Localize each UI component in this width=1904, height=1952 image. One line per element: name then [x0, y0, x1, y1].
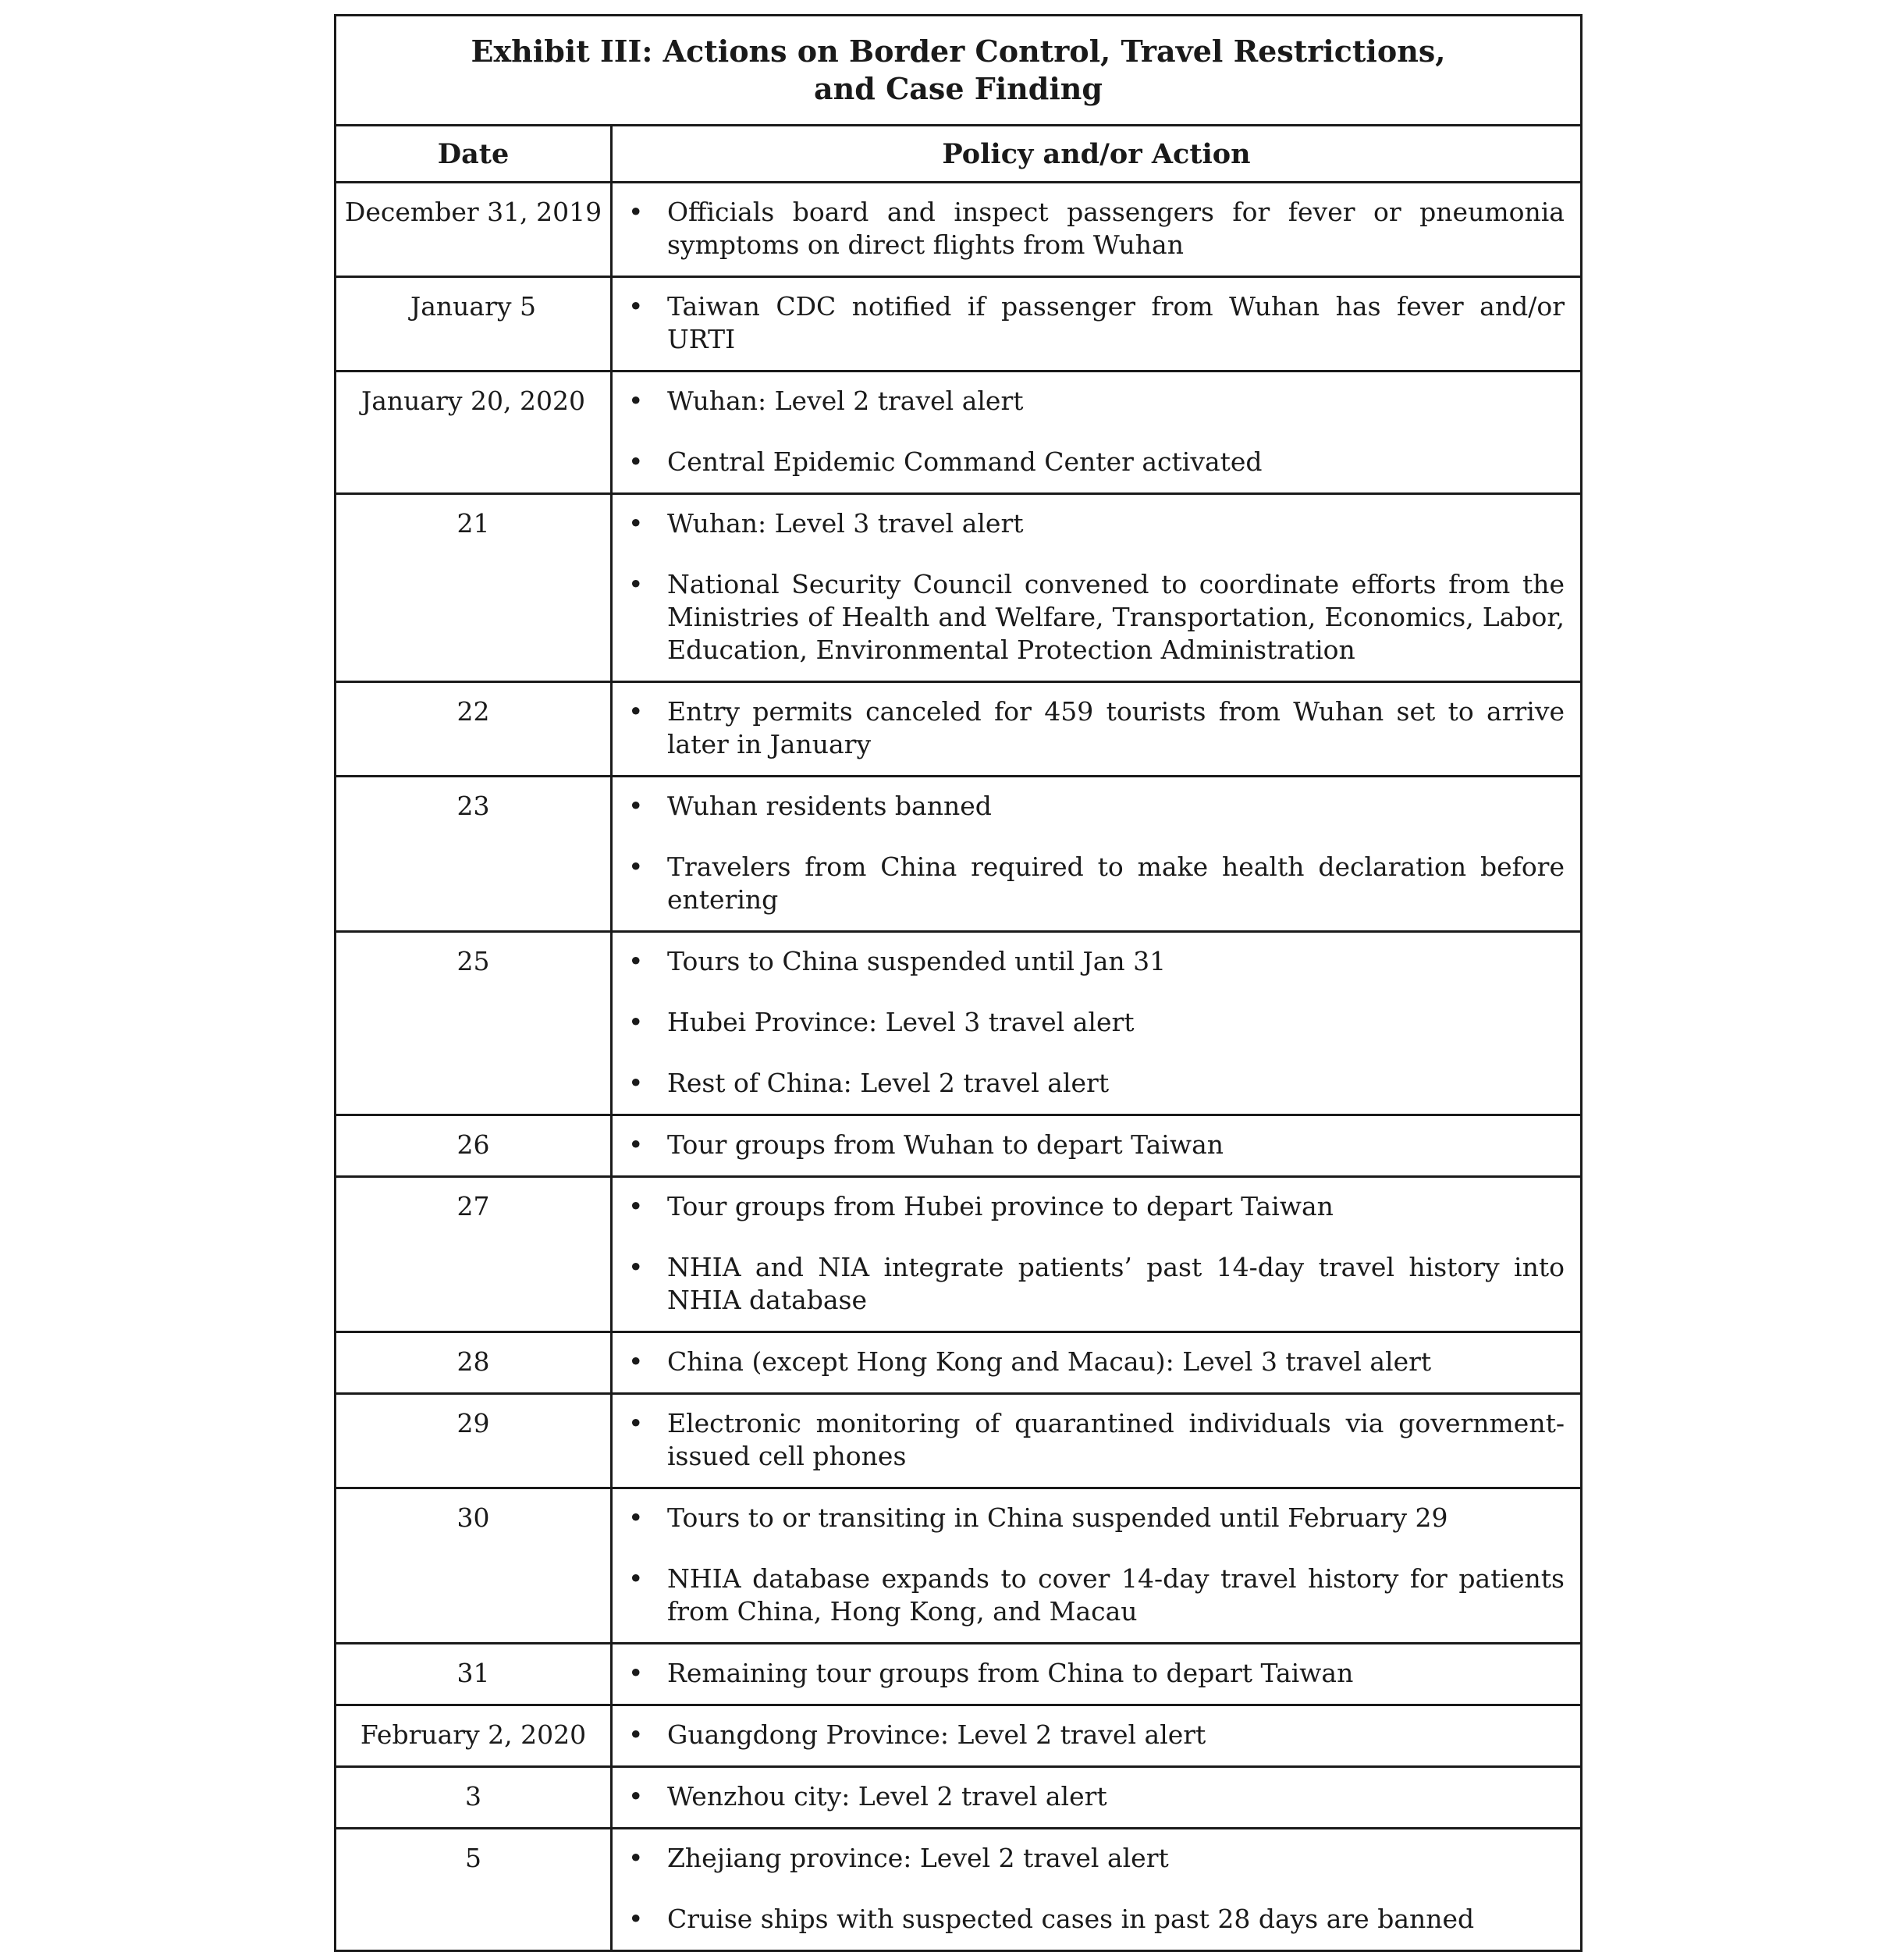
- action-item: [613, 1129, 1565, 1161]
- table-row: [336, 1829, 1582, 1951]
- action-list: [613, 196, 1565, 261]
- action-list: [613, 1719, 1565, 1751]
- action-item: [613, 1346, 1565, 1378]
- action-text: Tour groups from Hubei province to depart Taiwan: [667, 1191, 1334, 1221]
- action-text: Entry permits canceled for 459 tourists from Wuhan set to arrive later in January: [667, 696, 1565, 759]
- exhibit-title-line-1: Exhibit III: Actions on Border Control, Travel Restrictions,: [471, 34, 1446, 69]
- action-item: [613, 290, 1565, 356]
- action-text: Remaining tour groups from China to depart Taiwan: [667, 1658, 1354, 1688]
- date-cell: 25: [336, 932, 612, 1115]
- bullet-icon: •: [628, 1502, 644, 1533]
- action-item: [613, 1190, 1565, 1223]
- action-text: Guangdong Province: Level 2 travel alert: [667, 1719, 1206, 1750]
- bullet-icon: •: [628, 1719, 644, 1750]
- action-text: Wuhan: Level 3 travel alert: [667, 508, 1024, 539]
- bullet-icon: •: [628, 946, 644, 976]
- action-item: [613, 568, 1565, 667]
- action-text: National Security Council convened to coordinate efforts from the Ministries of Health and Welfare, Transportation, Economics, Labor, Education, Environmental Protection Administration: [667, 569, 1565, 665]
- action-item: [613, 790, 1565, 823]
- action-list: [613, 695, 1565, 761]
- exhibit-table: [334, 14, 1583, 1952]
- actions-cell: [612, 1177, 1582, 1332]
- date-cell: 28: [336, 1332, 612, 1394]
- header-row: [336, 126, 1582, 183]
- actions-cell: [612, 1829, 1582, 1951]
- bullet-icon: •: [628, 1408, 644, 1438]
- bullet-icon: •: [628, 1068, 644, 1098]
- actions-cell: [612, 1705, 1582, 1767]
- action-item: [613, 507, 1565, 540]
- date-cell: February 2, 2020: [336, 1705, 612, 1767]
- action-text: Taiwan CDC notified if passenger from Wuhan has fever and/or URTI: [667, 291, 1565, 354]
- actions-cell: [612, 1644, 1582, 1705]
- action-item: [613, 1842, 1565, 1875]
- table-row: [336, 682, 1582, 777]
- bullet-icon: •: [628, 1781, 644, 1812]
- bullet-icon: •: [628, 569, 644, 599]
- action-list: [613, 1407, 1565, 1473]
- table-row: [336, 1488, 1582, 1644]
- bullet-icon: •: [628, 791, 644, 821]
- action-text: Tours to China suspended until Jan 31: [667, 946, 1167, 976]
- table-row: [336, 494, 1582, 682]
- action-list: [613, 290, 1565, 356]
- action-list: [613, 1129, 1565, 1161]
- date-cell: 26: [336, 1115, 612, 1177]
- action-list: [613, 1346, 1565, 1378]
- bullet-icon: •: [628, 446, 644, 477]
- action-item: [613, 1067, 1565, 1100]
- bullet-icon: •: [628, 1904, 644, 1934]
- table-row: [336, 372, 1582, 494]
- action-item: [613, 695, 1565, 761]
- date-cell: 21: [336, 494, 612, 682]
- bullet-icon: •: [628, 508, 644, 539]
- action-text: Hubei Province: Level 3 travel alert: [667, 1007, 1135, 1037]
- action-list: [613, 1190, 1565, 1317]
- table-row: [336, 1644, 1582, 1705]
- date-cell: 22: [336, 682, 612, 777]
- action-text: Zhejiang province: Level 2 travel alert: [667, 1843, 1169, 1873]
- table-row: [336, 777, 1582, 932]
- action-item: [613, 945, 1565, 978]
- action-list: [613, 790, 1565, 916]
- date-cell: January 20, 2020: [336, 372, 612, 494]
- bullet-icon: •: [628, 291, 644, 322]
- title-row: [336, 16, 1582, 126]
- action-item: [613, 1657, 1565, 1690]
- table-row: [336, 183, 1582, 277]
- bullet-icon: •: [628, 1346, 644, 1377]
- actions-cell: [612, 277, 1582, 372]
- actions-cell: [612, 777, 1582, 932]
- table-row: [336, 1705, 1582, 1767]
- table-row: [336, 277, 1582, 372]
- date-cell: 27: [336, 1177, 612, 1332]
- action-list: [613, 1657, 1565, 1690]
- actions-cell: [612, 932, 1582, 1115]
- action-text: NHIA and NIA integrate patients’ past 14-day travel history into NHIA database: [667, 1252, 1565, 1315]
- date-cell: 23: [336, 777, 612, 932]
- exhibit-title-line-2: and Case Finding: [814, 71, 1103, 106]
- action-text: Electronic monitoring of quarantined individuals via government-issued cell phones: [667, 1408, 1565, 1471]
- action-list: [613, 507, 1565, 667]
- date-cell: 29: [336, 1394, 612, 1488]
- action-text: Rest of China: Level 2 travel alert: [667, 1068, 1110, 1098]
- table-row: [336, 1394, 1582, 1488]
- action-text: Officials board and inspect passengers for fever or pneumonia symptoms on direct flights from Wuhan: [667, 197, 1565, 260]
- action-item: [613, 1903, 1565, 1936]
- bullet-icon: •: [628, 1658, 644, 1688]
- table-row: [336, 1767, 1582, 1829]
- action-text: Wuhan residents banned: [667, 791, 992, 821]
- action-item: [613, 851, 1565, 916]
- table-body: [336, 183, 1582, 1951]
- action-text: Wuhan: Level 2 travel alert: [667, 386, 1024, 416]
- bullet-icon: •: [628, 852, 644, 882]
- action-text: Wenzhou city: Level 2 travel alert: [667, 1781, 1107, 1812]
- action-text: Travelers from China required to make health declaration before entering: [667, 852, 1565, 915]
- action-list: [613, 1502, 1565, 1628]
- bullet-icon: •: [628, 386, 644, 416]
- actions-cell: [612, 1767, 1582, 1829]
- action-item: [613, 1780, 1565, 1813]
- bullet-icon: •: [628, 1007, 644, 1037]
- action-list: [613, 945, 1565, 1100]
- action-text: NHIA database expands to cover 14-day travel history for patients from China, Hong Kong, and Macau: [667, 1563, 1565, 1627]
- actions-cell: [612, 1394, 1582, 1488]
- actions-cell: [612, 682, 1582, 777]
- date-cell: 31: [336, 1644, 612, 1705]
- bullet-icon: •: [628, 1129, 644, 1160]
- bullet-icon: •: [628, 696, 644, 727]
- actions-cell: [612, 183, 1582, 277]
- action-item: [613, 1006, 1565, 1039]
- bullet-icon: •: [628, 1843, 644, 1873]
- action-item: [613, 1502, 1565, 1534]
- table-row: [336, 1177, 1582, 1332]
- bullet-icon: •: [628, 197, 644, 227]
- actions-cell: [612, 494, 1582, 682]
- action-text: Cruise ships with suspected cases in past 28 days are banned: [667, 1904, 1475, 1934]
- date-cell: 30: [336, 1488, 612, 1644]
- action-text: China (except Hong Kong and Macau): Level 3 travel alert: [667, 1346, 1432, 1377]
- actions-cell: [612, 1115, 1582, 1177]
- actions-cell: [612, 1488, 1582, 1644]
- bullet-icon: •: [628, 1252, 644, 1282]
- table-row: [336, 932, 1582, 1115]
- action-list: [613, 385, 1565, 478]
- action-list: [613, 1842, 1565, 1936]
- action-item: [613, 1563, 1565, 1628]
- action-item: [613, 1719, 1565, 1751]
- date-cell: January 5: [336, 277, 612, 372]
- action-item: [613, 1251, 1565, 1317]
- table-row: [336, 1332, 1582, 1394]
- date-column-header: Date: [336, 126, 612, 183]
- table-row: [336, 1115, 1582, 1177]
- actions-cell: [612, 1332, 1582, 1394]
- action-item: [613, 446, 1565, 478]
- date-cell: December 31, 2019: [336, 183, 612, 277]
- policy-column-header: Policy and/or Action: [612, 126, 1582, 183]
- action-list: [613, 1780, 1565, 1813]
- action-item: [613, 385, 1565, 418]
- date-cell: 5: [336, 1829, 612, 1951]
- exhibit-title: [336, 16, 1582, 126]
- action-text: Tours to or transiting in China suspended until February 29: [667, 1502, 1448, 1533]
- action-text: Central Epidemic Command Center activated: [667, 446, 1263, 477]
- action-item: [613, 1407, 1565, 1473]
- action-item: [613, 196, 1565, 261]
- actions-cell: [612, 372, 1582, 494]
- bullet-icon: •: [628, 1191, 644, 1221]
- date-cell: 3: [336, 1767, 612, 1829]
- action-text: Tour groups from Wuhan to depart Taiwan: [667, 1129, 1224, 1160]
- bullet-icon: •: [628, 1563, 644, 1594]
